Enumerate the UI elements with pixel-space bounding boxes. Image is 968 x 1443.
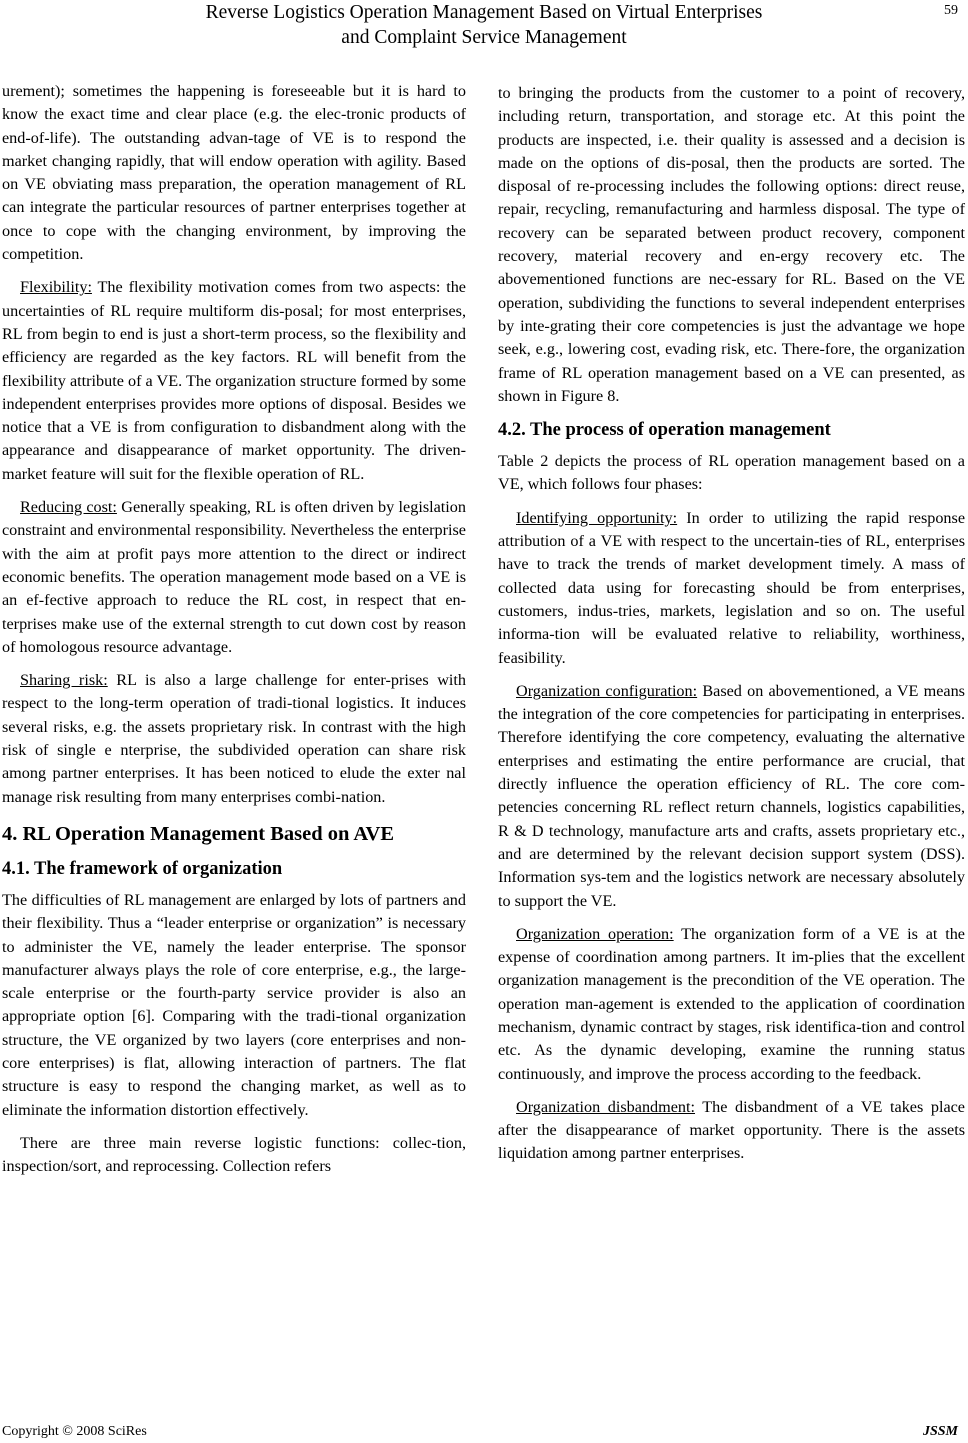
organization-disbandment-label: Organization disbandment: [516, 1097, 696, 1116]
paragraph-sharing-risk [2, 669, 466, 809]
paragraph-table2: Table 2 depicts the process of RL operation management based on a VE, which follows four phases: [498, 452, 965, 494]
paragraph-functions: There are three main reverse logistic functions: collec-tion, inspection/sort, and reprocessing. Collection refers [2, 1133, 466, 1176]
running-header [70, 0, 898, 50]
header-title-line2: and Complaint Service Management [341, 27, 627, 48]
sharing-risk-label: Sharing risk: [20, 671, 108, 690]
flexibility-label: Flexibility: [20, 278, 92, 297]
organization-operation-text: The organization form of a VE is at the expense of coordination among partners. It im-plies that the excellent organization management is the precondition of the VE operation. The operation man-agement is extended to the application of coordination mechanism, dynamic contract by stages, risk identifica-tion and control etc. As the dynamic developing, examine the running status continuously, and improve the process according to the feedback. [498, 924, 965, 1083]
sharing-risk-text: RL is also a large challenge for enter-prises with respect to the long-term operation of tradi-tional logistics. It induces several risks, e.g. the assets proprietary risk. In contrast with the high risk of single e nterprise, the subdivided operation can share risk among partner enterprises. It has been noticed to elude the exter nal manage risk resulting from many enterprises combi-nation. [2, 671, 466, 806]
organization-configuration-text: Based on abovementioned, a VE means the integration of the core competencies for participating in enterprises. Therefore identifying the core competency, evaluating the alternative enterprises and estimating the entire performance are crucial, that directly influence the operation efficiency of RL. The core com-petencies concerning RL reflect return channels, logistics capabilities, R & D technology, manufacture arts and crafts, assets proprietary etc., and are determined by the relevant decision support system (DSS). Information sys-tem and the logistics network are necessary absolutely to support the VE. [498, 681, 965, 910]
paragraph-continuation: urement); sometimes the happening is foreseeable but it is hard to know the exact time and clear place (e.g. the elec-tronic products of end-of-life). The outstanding advan-tage of VE is to respond the market changing rapidly, that will endow operation with agility. Based on VE obviating mass preparation, the operation management of RL can integrate the particular resources of partner enterprises together at once to cope with the changing environment, by improving the competition. [2, 82, 466, 264]
paragraph-flexibility [2, 276, 466, 486]
page-number: 59 [944, 3, 958, 18]
left-column [2, 80, 466, 1188]
subsection-heading-4-2: 4.2. The process of operation management [498, 420, 831, 441]
footer-journal: JSSM [922, 1424, 958, 1439]
paragraph-framework: The difficulties of RL management are enlarged by lots of partners and their flexibility. Thus a “leader enterprise or organization” is necessary to administer the VE, namely the leader enterprise. The sponsor manufacturer always plays the role of core enterprise, e.g., the large-scale enterprise or the fourth-party service provider is also an appropriate option [6]. Comparing with the tradi-tional organization structure, the VE organized by two layers (core enterprises and non-core enterprises) is flat, allowing interaction of partners. The flat structure is easy to respond the changing market, as well as to eliminate the information distortion effectively. [2, 890, 466, 1119]
paragraph-organization-disbandment [498, 1096, 965, 1166]
subsection-heading-4-1: 4.1. The framework of organization [2, 858, 283, 879]
paragraph-collection: to bringing the products from the customer to a point of recovery, including return, transportation, and storage etc. At this point the products are inspected, i.e. their quality is assessed and a decision is made on the options of dis-posal, then the products are sorted. The disposal of re-processing includes the following options: direct reuse, repair, recycling, remanufacturing and harmless disposal. The type of recovery can be separated between product recovery, component recovery, material recovery and en-ergy recovery etc. The abovementioned functions are nec-essary for RL. Based on the VE operation, subdividing the functions to several independent enterprises by inte-grating their core competencies is just the advantage we hope seek, e.g., lowering cost, evading risk, etc. There-fore, the organization frame of RL operation management based on a VE can presented, as shown in Figure 8. [498, 84, 965, 405]
reducing-cost-text: Generally speaking, RL is often driven by legislation constraint and environmental responsibility. Nevertheless the enterprise with the aim at profit pays more attention to the direct or indirect economic benefits. The operation management mode based on a VE is an ef-fective approach to reduce the RL cost, in respect that en-terprises make use of the external strength to cut down cost by reason of homologous resource advantage. [2, 498, 466, 656]
organization-disbandment-text: The disbandment of a VE takes place after the disappearance of market opportunity. There is the assets liquidation among partner enterprises. [498, 1097, 965, 1163]
organization-operation-label: Organization operation: [516, 924, 674, 943]
reducing-cost-label: Reducing cost: [20, 498, 117, 517]
paragraph-identifying-opportunity [498, 507, 965, 670]
right-column [498, 82, 965, 1176]
identifying-opportunity-text: In order to utilizing the rapid response attribution of a VE with respect to the uncertain-ties of RL, enterprises have to track the trends of market development timely. A mass of collected data using for forecasting should be from enterprises, customers, indus-tries, markets, legislation and so on. The useful informa-tion will be evaluated relative to reliability, worthiness, feasibility. [498, 508, 966, 667]
paragraph-organization-operation [498, 923, 965, 1086]
paragraph-reducing-cost [2, 496, 466, 659]
identifying-opportunity-label: Identifying opportunity: [516, 508, 678, 527]
organization-configuration-label: Organization configuration: [516, 681, 698, 700]
flexibility-text: The flexibility motivation comes from two aspects: the uncertainties of RL require multiform dis-posal; for most enterprises, RL from begin to end is just a short-term process, so the flexibility and efficiency are regarded as the key factors. RL will benefit from the flexibility attribute of a VE. The organization structure formed by some independent enterprises provides more options of disposal. Besides we notice that a VE is from configuration to disbandment along with the appearance and disappearance of market opportunity. The driven-market feature will suit for the flexible operation of RL. [2, 278, 466, 483]
section-heading-4: 4. RL Operation Management Based on AVE [2, 822, 395, 845]
paragraph-organization-configuration [498, 680, 965, 913]
footer-copyright: Copyright © 2008 SciRes [2, 1424, 147, 1439]
header-title-line1: Reverse Logistics Operation Management Based on Virtual Enterprises [205, 2, 763, 23]
